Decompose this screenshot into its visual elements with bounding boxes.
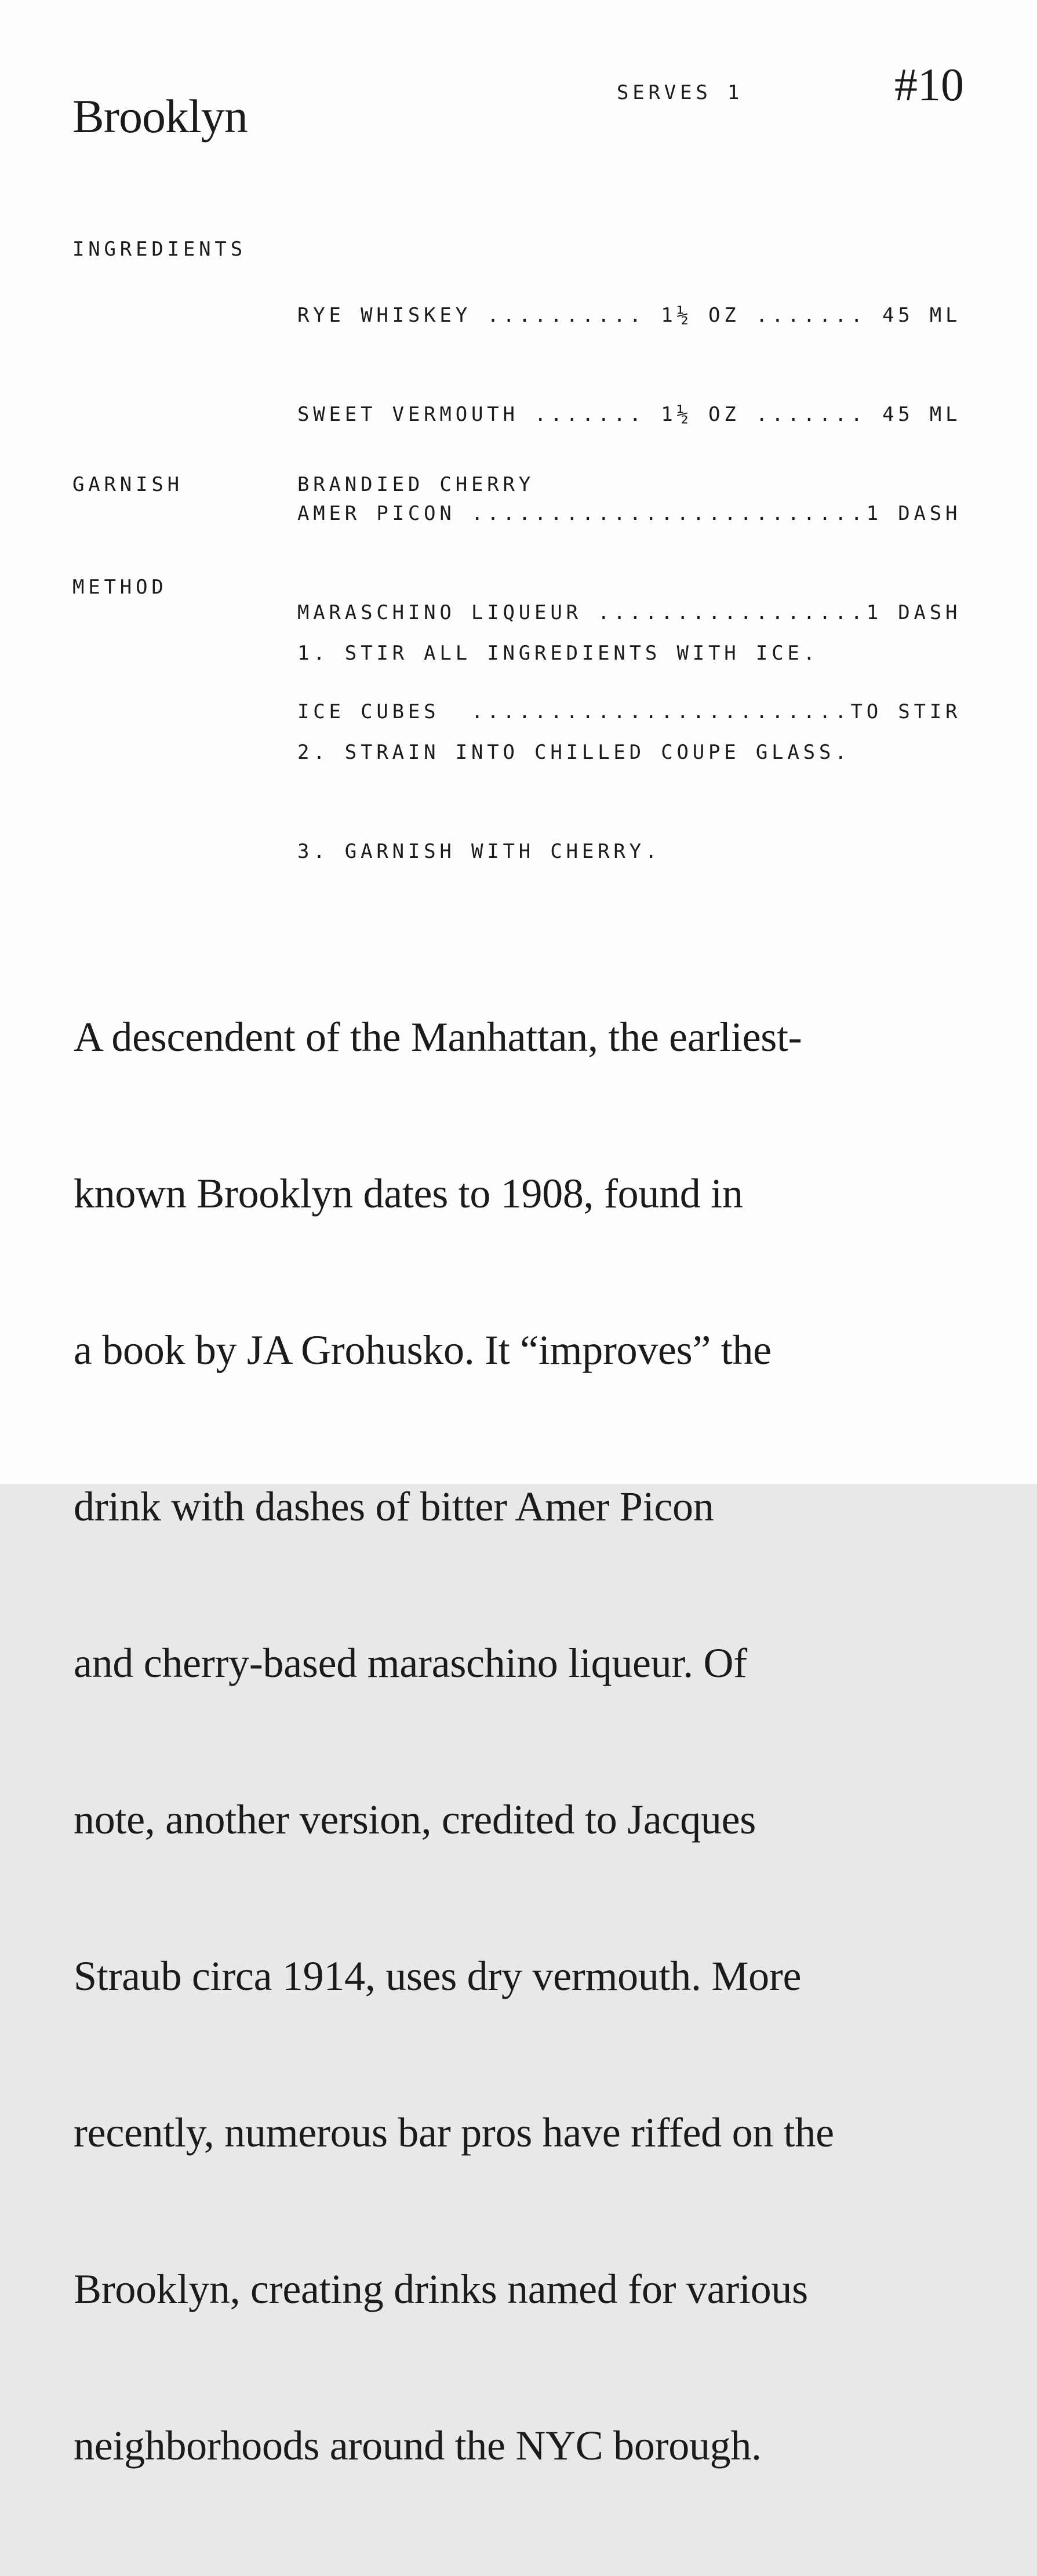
- description-line: Straub circa 1914, uses dry vermouth. More: [74, 1953, 802, 1999]
- garnish-label: GARNISH: [72, 473, 183, 496]
- page-title: Brooklyn: [72, 89, 248, 143]
- description-paragraph: [74, 907, 1013, 2576]
- description-line: recently, numerous bar pros have riffed on the: [74, 2109, 834, 2156]
- description-line: neighborhoods around the NYC borough.: [74, 2422, 762, 2469]
- method-step: 1. STIR ALL INGREDIENTS WITH ICE.: [297, 642, 819, 665]
- ingredient-row: MARASCHINO LIQUEUR .................1 DASH: [297, 601, 962, 624]
- ingredient-row: ICE CUBES ........................TO STIR: [297, 700, 962, 723]
- ingredient-row: RYE WHISKEY .......... 1½ OZ ....... 45 ML: [297, 304, 962, 327]
- ingredient-row: AMER PICON .........................1 DASH: [297, 502, 962, 525]
- method-step: 3. GARNISH WITH CHERRY.: [297, 840, 661, 863]
- description-line: and cherry-based maraschino liqueur. Of: [74, 1640, 747, 1686]
- method-step: 2. STRAIN INTO CHILLED COUPE GLASS.: [297, 741, 851, 764]
- method-steps: [297, 571, 850, 934]
- ingredients-label: INGREDIENTS: [72, 238, 246, 261]
- ingredient-row: SWEET VERMOUTH ....... 1½ OZ ....... 45 ML: [297, 403, 962, 426]
- description-line: known Brooklyn dates to 1908, found in: [74, 1170, 743, 1217]
- recipe-number: #10: [894, 60, 964, 111]
- description-line: Brooklyn, creating drinks named for various: [74, 2266, 808, 2312]
- description-line: note, another version, credited to Jacques: [74, 1796, 756, 1843]
- description-line: A descendent of the Manhattan, the earliest-: [74, 1014, 802, 1060]
- garnish-value: BRANDIED CHERRY: [297, 473, 535, 496]
- description-line: a book by JA Grohusko. It “improves” the: [74, 1327, 772, 1373]
- serves-label: SERVES 1: [617, 81, 744, 104]
- description-line: drink with dashes of bitter Amer Picon: [74, 1483, 714, 1530]
- method-label: METHOD: [72, 576, 168, 599]
